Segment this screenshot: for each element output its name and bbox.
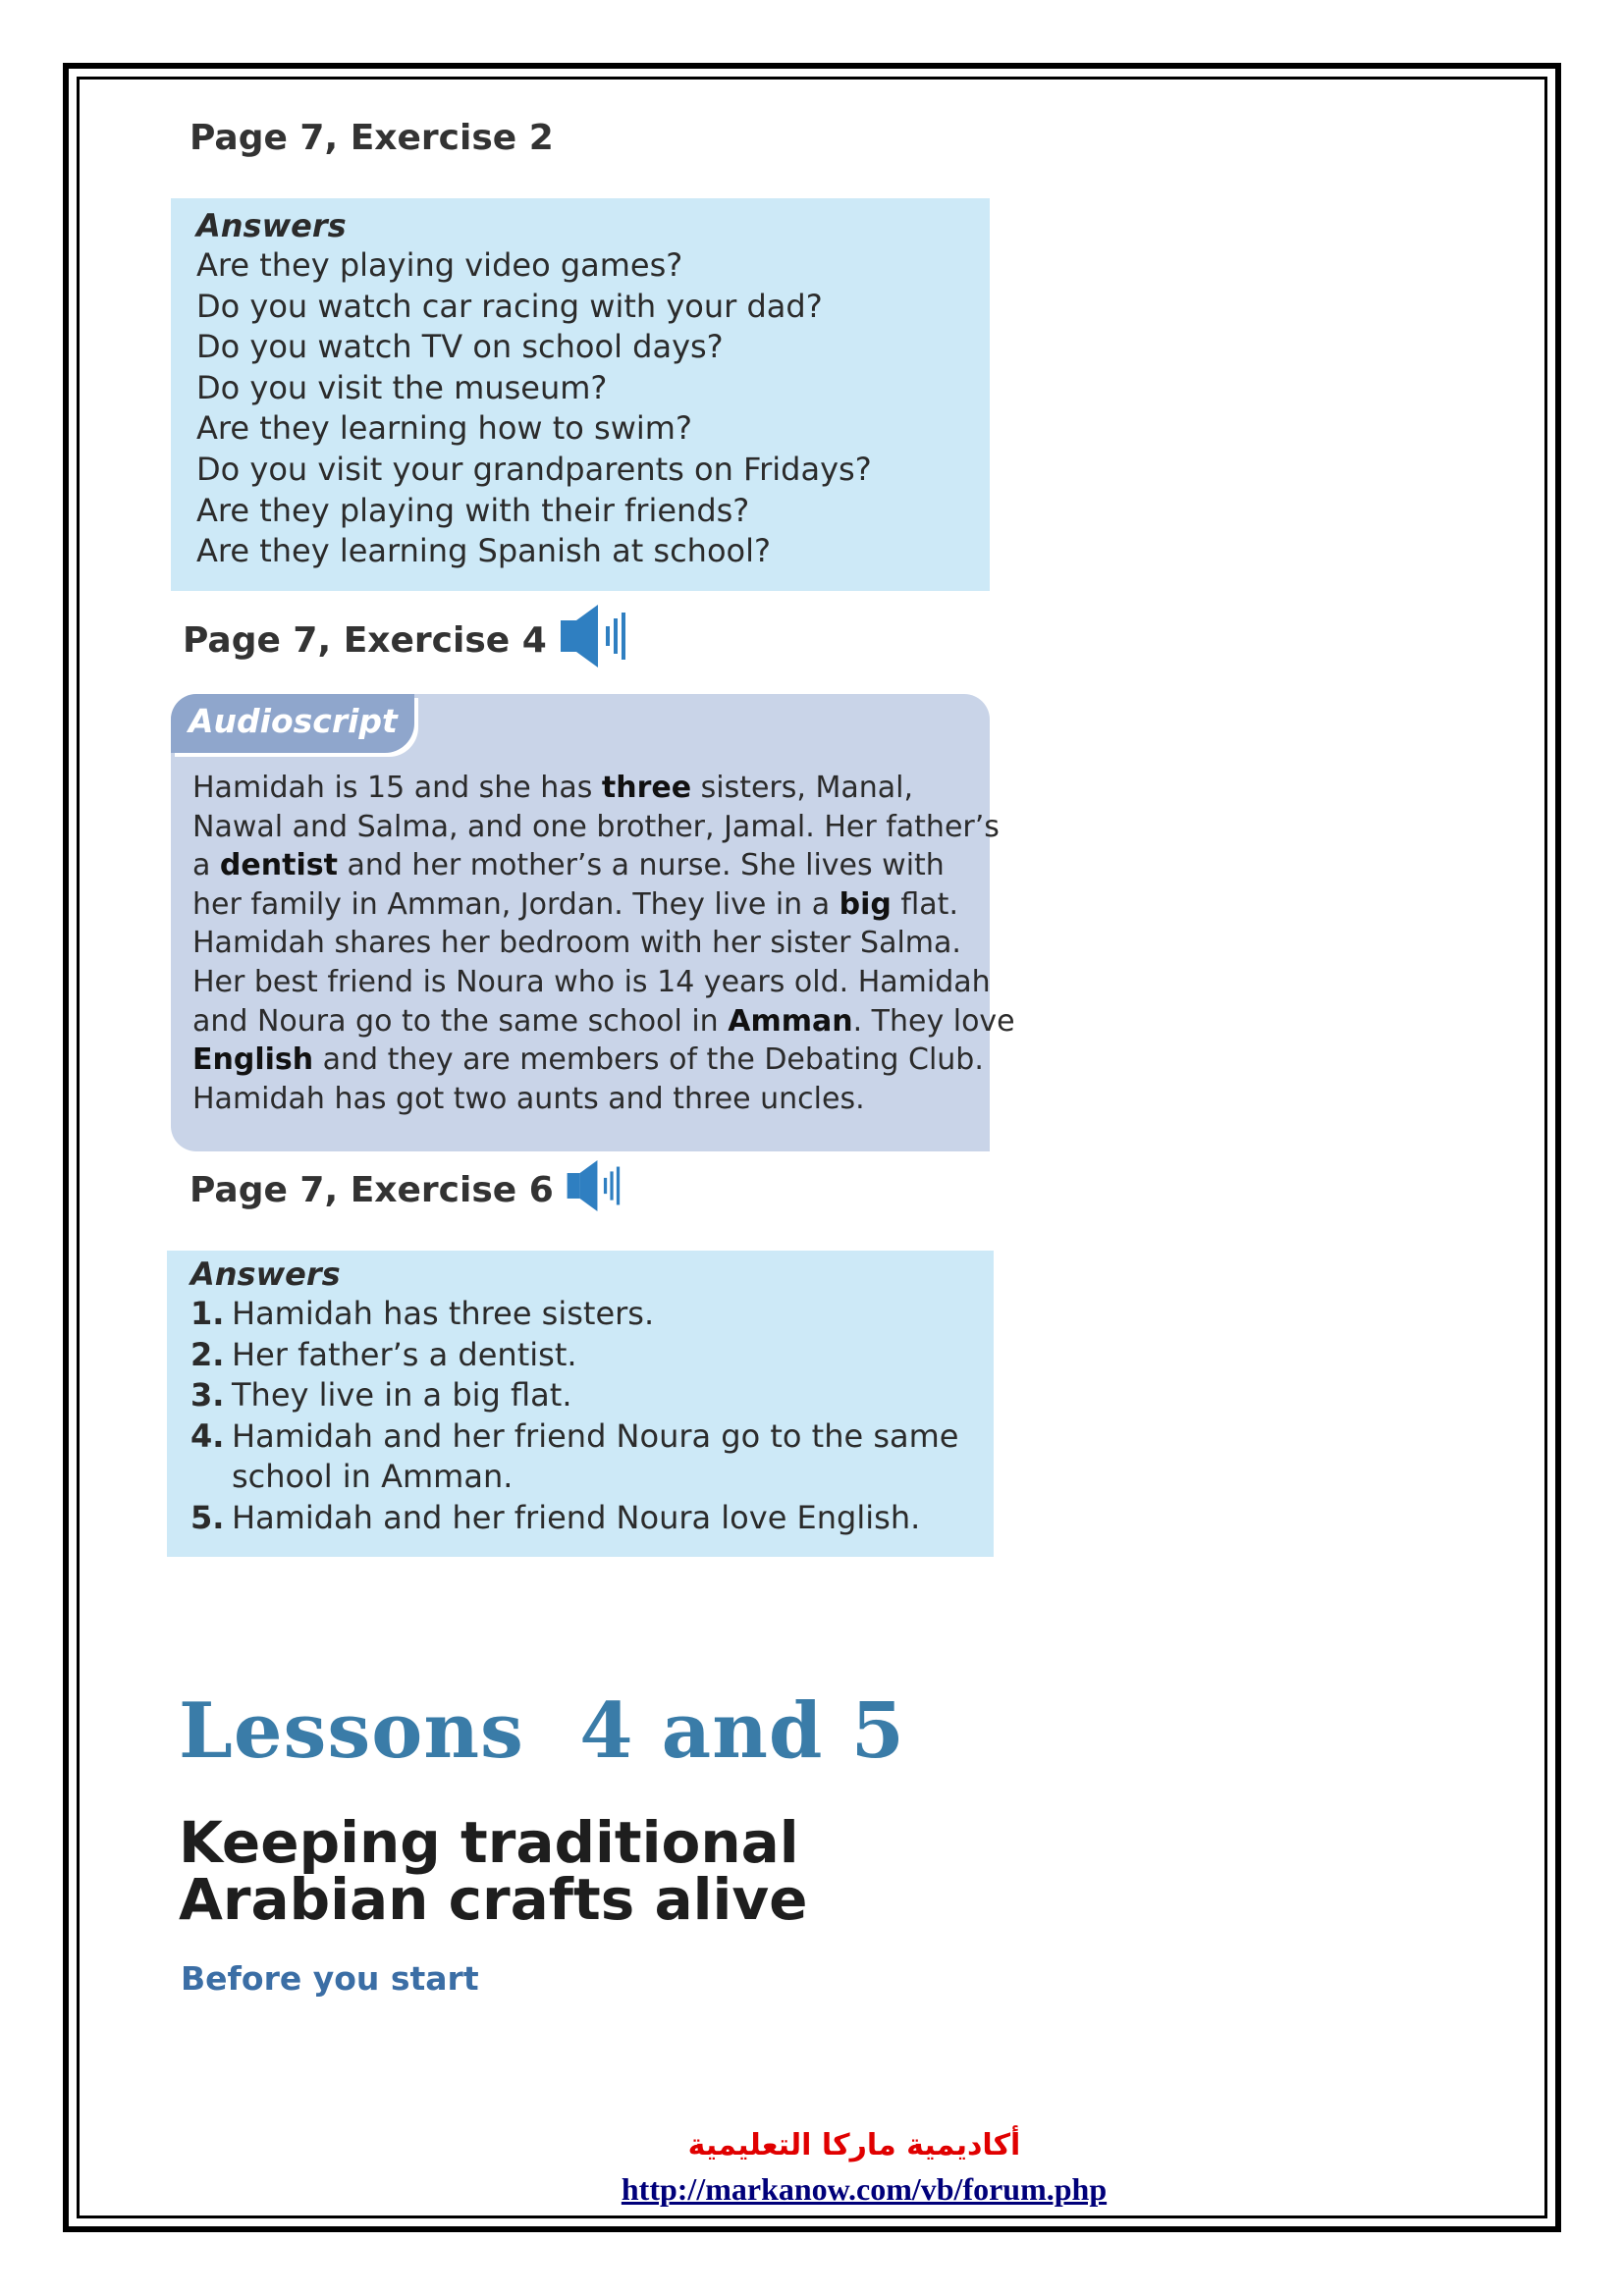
speaker-icon[interactable] <box>566 1158 624 1222</box>
audioscript-bold-word: Amman <box>728 1003 853 1039</box>
exercise2-answer-line: Do you watch TV on school days? <box>196 328 724 366</box>
answer-text-continued: school in Amman. <box>232 1458 514 1496</box>
audioscript-text-segment: sisters, Manal, <box>691 771 913 805</box>
audioscript-text-segment: and her mother’s a nurse. She lives with <box>337 848 945 883</box>
audioscript-bold-word: dentist <box>219 848 338 883</box>
exercise6-heading <box>189 1158 624 1222</box>
before-you-start-heading: Before you start <box>181 1959 479 1998</box>
answer-number: 3. <box>190 1376 225 1415</box>
exercise6-answer-list <box>190 1294 968 1539</box>
answer-number: 2. <box>190 1335 225 1373</box>
exercise2-answer-line: Do you watch car racing with your dad? <box>196 287 823 325</box>
audioscript-box <box>171 694 1015 1151</box>
exercise2-heading <box>189 118 554 158</box>
audioscript-text-segment: Hamidah shares her bedroom with her sister Salma. <box>192 926 961 961</box>
audioscript-bold-word: English <box>192 1042 314 1078</box>
answer-text: Hamidah and her friend Noura go to the same <box>232 1416 959 1455</box>
audioscript-text-segment: and they are members of the Debating Club. <box>313 1042 984 1078</box>
exercise2-answer-line: Are they learning Spanish at school? <box>196 532 771 570</box>
audioscript-tab-label: Audioscript <box>189 702 398 740</box>
exercise2-answer-line: Do you visit the museum? <box>196 368 608 406</box>
audioscript-text-segment: Nawal and Salma, and one brother, Jamal. Her father’s <box>192 809 1000 844</box>
audioscript-text-segment: Hamidah has got two aunts and three uncles. <box>192 1081 865 1116</box>
exercise6-answer-item <box>190 1416 968 1458</box>
audioscript-line <box>192 846 970 885</box>
exercise2-answer-line: Are they playing with their friends? <box>196 491 750 529</box>
exercise2-heading-text: Page 7, Exercise 2 <box>189 118 554 158</box>
exercise2-answers-title: Answers <box>196 207 347 244</box>
audioscript-text-segment: a <box>192 848 220 883</box>
audioscript-line <box>192 885 970 925</box>
exercise6-answer-item <box>190 1498 968 1539</box>
audioscript-line <box>192 1080 970 1119</box>
audioscript-line <box>192 1002 1015 1041</box>
exercise4-heading-text: Page 7, Exercise 4 <box>183 620 547 661</box>
exercise2-answer-line: Are they learning how to swim? <box>196 409 692 448</box>
audioscript-line <box>192 769 970 808</box>
audioscript-bold-word: big <box>839 886 892 922</box>
audioscript-text-segment: . They love <box>852 1003 1015 1039</box>
audioscript-tab <box>171 694 414 753</box>
lessons-title: Lessons 4 and 5 <box>179 1686 905 1776</box>
audioscript-line <box>192 963 991 1002</box>
speaker-icon[interactable] <box>559 603 631 678</box>
audioscript-text-segment: Hamidah is 15 and she has <box>192 771 602 805</box>
answer-number: 1. <box>190 1295 225 1332</box>
lesson-subtitle-line1: Keeping traditional <box>179 1809 799 1876</box>
footer-url-link[interactable]: http://markanow.com/vb/forum.php <box>621 2171 1108 2207</box>
audioscript-line <box>192 808 1000 847</box>
exercise6-answer-item <box>190 1335 968 1376</box>
audioscript-bold-word: three <box>601 771 692 805</box>
audioscript-text-segment: flat. <box>891 886 958 922</box>
exercise6-answer-item <box>190 1294 968 1335</box>
exercise2-answer-line: Are they playing video games? <box>196 246 683 284</box>
footer-arabic-text: أكاديمية ماركا التعليمية <box>687 2128 1021 2163</box>
answer-text: Hamidah and her friend Noura love English. <box>232 1498 921 1536</box>
exercise6-answers-title: Answers <box>190 1255 341 1293</box>
exercise2-answer-line: Do you visit your grandparents on Fridays? <box>196 450 872 488</box>
exercise2-answers-box <box>171 198 990 591</box>
lesson-subtitle-line2: Arabian crafts alive <box>179 1866 808 1933</box>
audioscript-text-segment: her family in Amman, Jordan. They live in a <box>192 886 839 922</box>
answer-number: 4. <box>190 1416 225 1455</box>
audioscript-line <box>192 1041 984 1080</box>
exercise6-heading-text: Page 7, Exercise 6 <box>189 1170 554 1210</box>
exercise2-answer-list <box>196 245 964 572</box>
answer-text: Her father’s a dentist. <box>232 1335 577 1373</box>
exercise6-answer-item <box>190 1375 968 1416</box>
exercise4-heading <box>183 603 631 678</box>
answer-text: Hamidah has three sisters. <box>232 1295 655 1332</box>
answer-number: 5. <box>190 1498 225 1536</box>
answer-text: They live in a big flat. <box>232 1376 572 1415</box>
audioscript-text <box>192 769 1015 1118</box>
audioscript-text-segment: and Noura go to the same school in <box>192 1003 729 1039</box>
exercise6-answers-box <box>167 1251 994 1557</box>
audioscript-line <box>192 924 970 963</box>
audioscript-text-segment: Her best friend is Noura who is 14 years old. Hamidah <box>192 964 991 999</box>
lesson-subtitle <box>179 1809 808 1933</box>
